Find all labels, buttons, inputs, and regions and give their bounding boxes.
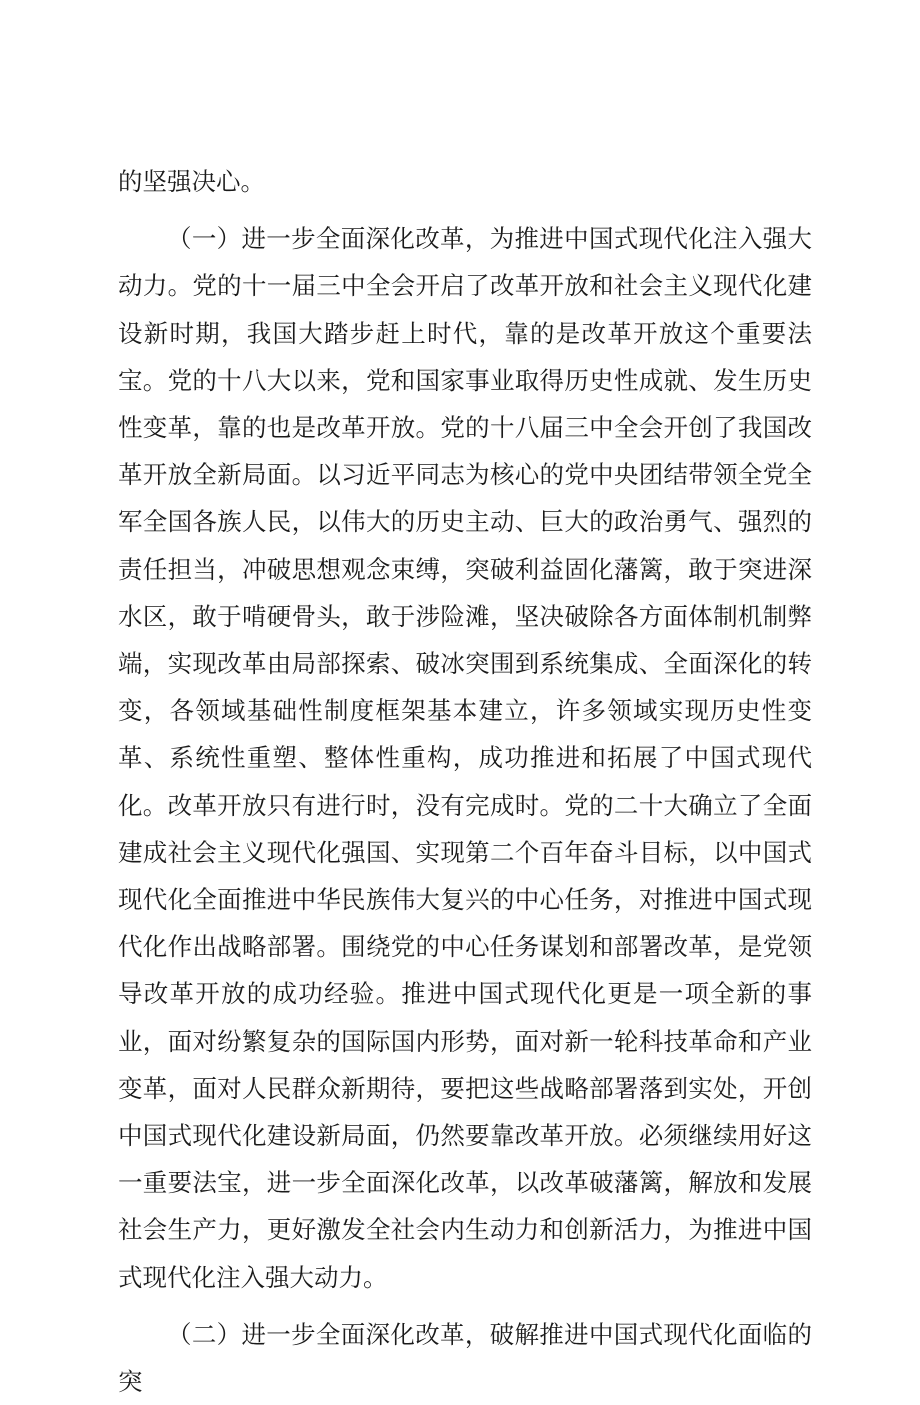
- section-2-paragraph: [118, 1311, 812, 1405]
- continuation-text: 的坚强决心。: [118, 167, 265, 196]
- section-1-heading: （一）进一步全面深化改革，为推进中国式现代化注入强大动力。: [118, 224, 812, 301]
- document-body: [118, 158, 812, 1405]
- section-1-body: 党的十一届三中全会开启了改革开放和社会主义现代化建设新时期，我国大踏步赶上时代，靠的是改革开放这个重要法宝。党的十八大以来，党和国家事业取得历史性成就、发生历史性变革，靠的也是改革开放。党的十八届三中全会开创了我国改革开放全新局面。以习近平同志为核心的党中央团结带领全党全军全国各族人民，以伟大的历史主动、巨大的政治勇气、强烈的责任担当，冲破思想观念束缚，突破利益固化藩篱，敢于突进深水区，敢于啃硬骨头，敢于涉险滩，坚决破除各方面体制机制弊端，实现改革由局部探索、破冰突围到系统集成、全面深化的转变，各领域基础性制度框架基本建立，许多领域实现历史性变革、系统性重塑、整体性重构，成功推进和拓展了中国式现代化。改革开放只有进行时，没有完成时。党的二十大确立了全面建成社会主义现代化强国、实现第二个百年奋斗目标，以中国式现代化全面推进中华民族伟大复兴的中心任务，对推进中国式现代化作出战略部署。围绕党的中心任务谋划和部署改革，是党领导改革开放的成功经验。推进中国式现代化更是一项全新的事业，面对纷繁复杂的国际国内形势，面对新一轮科技革命和产业变革，面对人民群众新期待，要把这些战略部署落到实处，开创中国式现代化建设新局面，仍然要靠改革开放。必须继续用好这一重要法宝，进一步全面深化改革，以改革破藩篱，解放和发展社会生产力，更好激发全社会内生动力和创新活力，为推进中国式现代化注入强大动力。: [118, 271, 812, 1292]
- section-1-paragraph: [118, 215, 812, 1301]
- continuation-line: [118, 158, 812, 205]
- section-2-heading: （二）进一步全面深化改革，破解推进中国式现代化面临的突: [118, 1319, 812, 1397]
